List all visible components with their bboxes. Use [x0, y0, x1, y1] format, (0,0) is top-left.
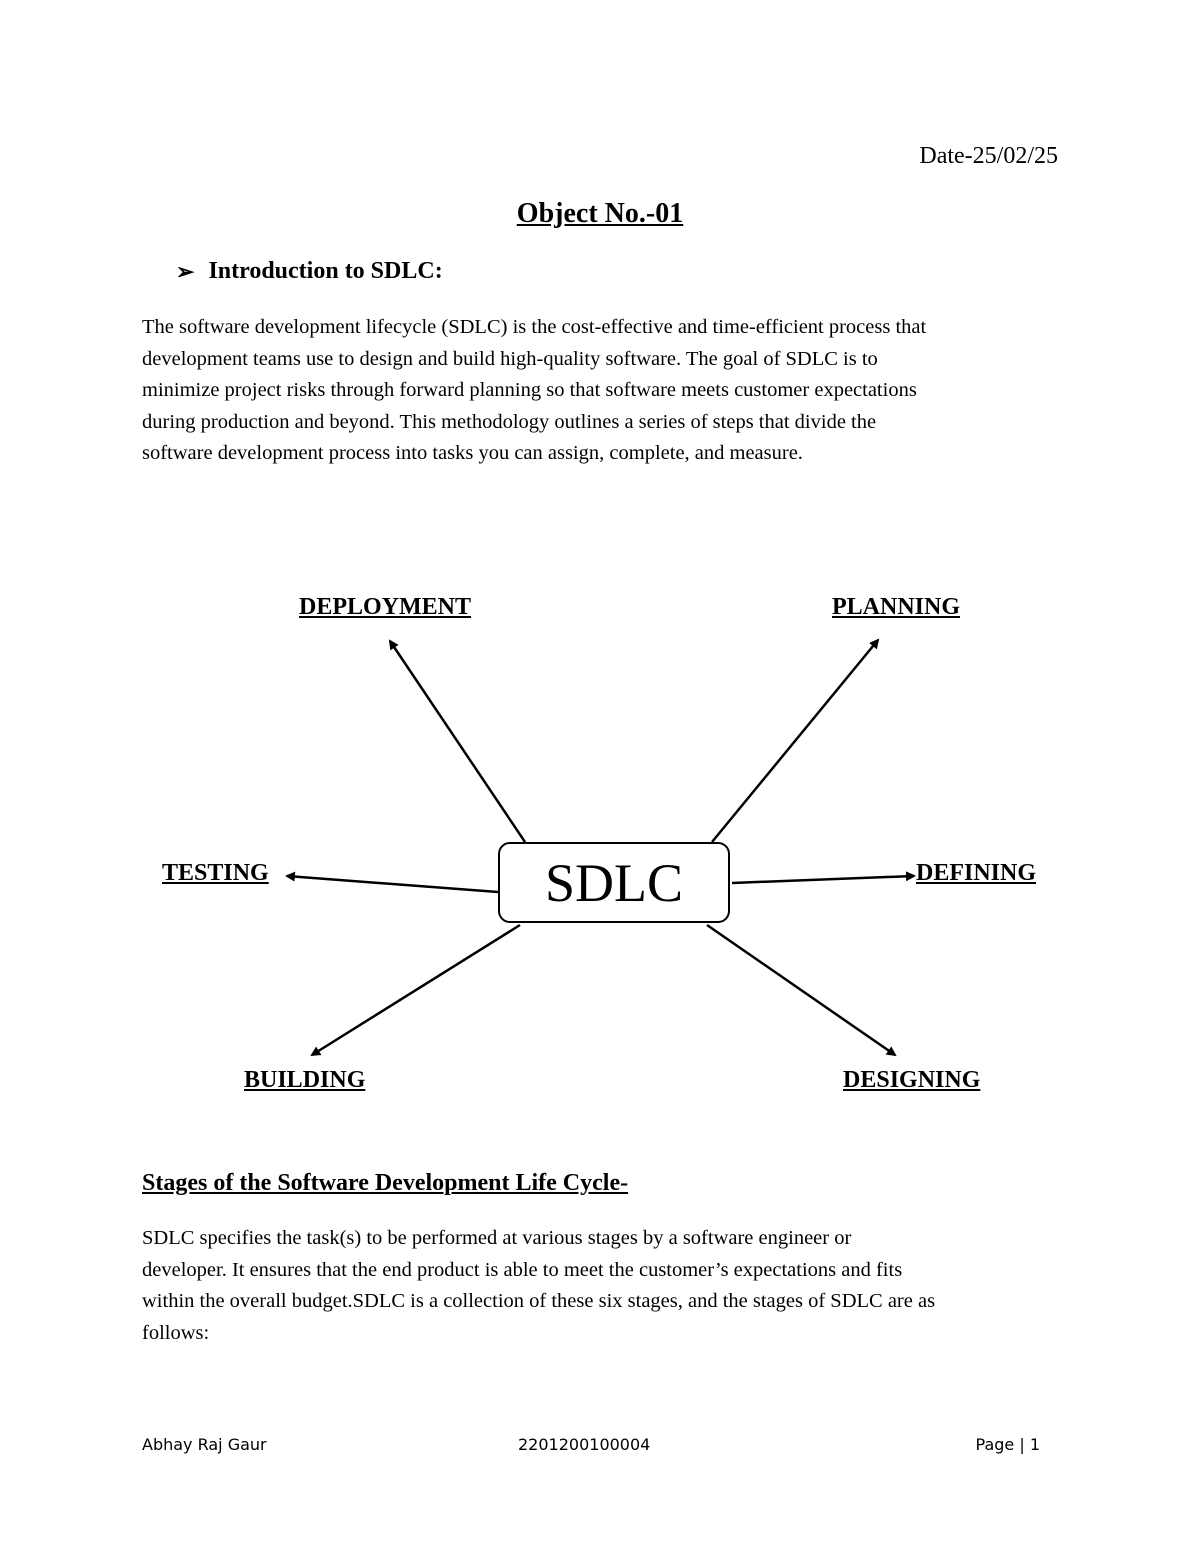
intro-heading-text: Introduction to SDLC: [208, 258, 443, 284]
intro-line: development teams use to design and build high-quality software. The goal of SDLC is to [142, 347, 878, 370]
arrow-building [312, 925, 520, 1055]
arrow-planning [712, 640, 878, 842]
arrow-deployment [390, 641, 525, 842]
sdlc-center-box: SDLC [498, 842, 730, 923]
label-planning: PLANNING [832, 594, 961, 620]
label-designing: DESIGNING [843, 1067, 981, 1093]
footer-name: Abhay Raj Gaur [142, 1435, 267, 1454]
stages-heading: Stages of the Software Development Life Cycle- [142, 1170, 629, 1196]
stages-line: SDLC specifies the task(s) to be performed at various stages by a software engineer or [142, 1227, 852, 1249]
label-testing: TESTING [162, 860, 269, 886]
intro-line: minimize project risks through forward planning so that software meets customer expectations [142, 379, 917, 401]
intro-line: The software development lifecycle (SDLC) is the cost-effective and time-efficient process that [142, 316, 927, 338]
footer-page-number: Page | 1 [975, 1435, 1040, 1454]
label-building: BUILDING [244, 1067, 366, 1093]
intro-line: during production and beyond. This methodology outlines a series of steps that divide the [142, 410, 877, 433]
stages-line: within the overall budget.SDLC is a collection of these six stages, and the stages of SDLC are as [142, 1290, 936, 1312]
label-deployment: DEPLOYMENT [299, 594, 472, 620]
stages-line: follows: [142, 1321, 210, 1344]
arrow-testing [287, 876, 498, 892]
footer-roll-number: 2201200100004 [518, 1435, 651, 1454]
arrow-bullet-icon: ➢ [176, 258, 195, 284]
date: Date-25/02/25 [919, 143, 1058, 169]
arrow-defining [732, 876, 914, 883]
page-title: Object No.-01 [516, 198, 684, 229]
arrow-designing [707, 925, 895, 1055]
stages-paragraph [142, 1223, 1062, 1349]
intro-line: software development process into tasks you can assign, complete, and measure. [142, 442, 803, 464]
label-defining: DEFINING [916, 860, 1037, 886]
stages-line: developer. It ensures that the end product is able to meet the customer’s expectations and fits [142, 1258, 903, 1281]
